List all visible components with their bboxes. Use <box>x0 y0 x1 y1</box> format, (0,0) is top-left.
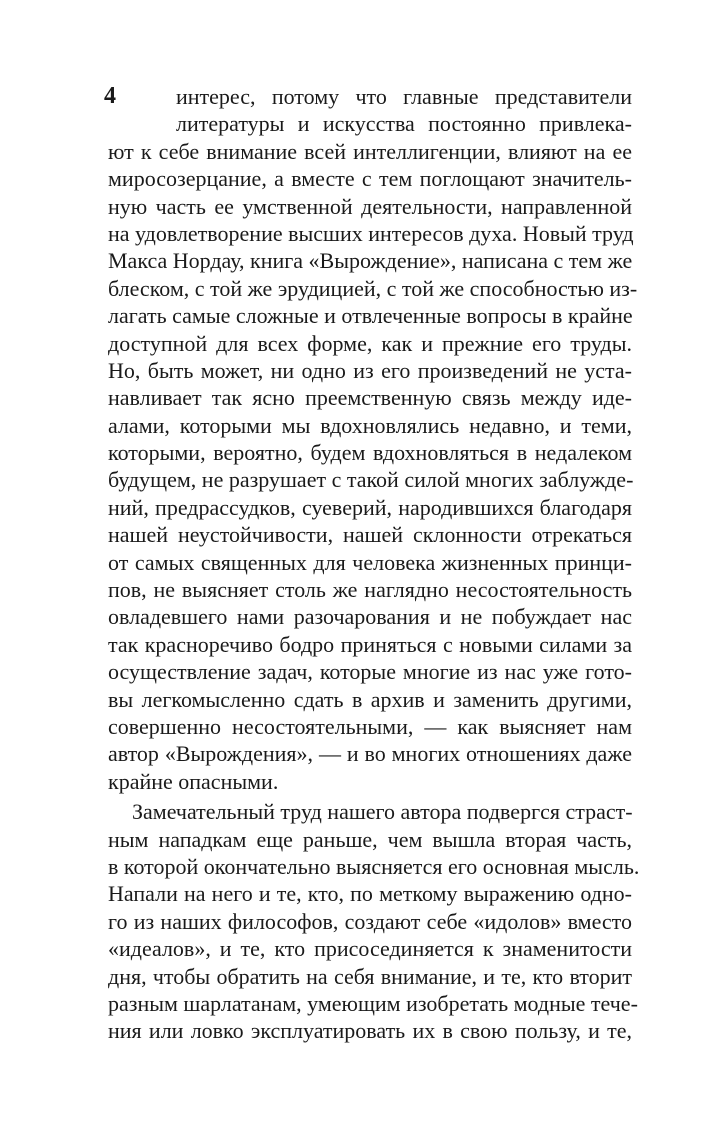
text-line: овладевшего нами разочарования и не побуждает нас <box>108 604 632 630</box>
text-line: навливает так ясно преемственную связь между иде- <box>108 385 632 411</box>
text-line: ний, предрассудков, суеверий, народившихся благодаря <box>108 494 632 520</box>
text-line: совершенно несостоятельными, — как выясняет нам <box>108 713 632 739</box>
text-line: от самых священных для человека жизненных принци- <box>108 549 632 575</box>
text-line: в которой окончательно выясняется его основная мысль. <box>108 853 640 879</box>
text-line: ную часть ее умственной деятельности, направленной <box>108 193 632 219</box>
page-number: 4 <box>104 83 116 109</box>
text-line: пов, не выясняет столь же наглядно несостоятельность <box>108 577 632 603</box>
body-text <box>108 83 640 1045</box>
text-line: блеском, с той же эрудицией, с той же способностью из- <box>108 275 638 301</box>
text-line: лагать самые сложные и отвлеченные вопросы в крайне <box>108 303 633 329</box>
text-line: на удовлетворение высших интересов духа. Новый труд <box>108 220 634 246</box>
text-line: Но, быть может, ни одно из его произведений не уста- <box>108 357 632 383</box>
text-line: вы легкомысленно сдать в архив и заменить другими, <box>108 686 632 712</box>
text-line: доступной для всех форме, как и прежние его труды. <box>108 330 632 356</box>
text-line: осуществление задач, которые многие из нас уже гото- <box>108 659 632 685</box>
text-line: так красноречиво бодро приняться с новыми силами за <box>108 631 632 657</box>
text-line: Замечательный труд нашего автора подвергся страст- <box>132 799 633 825</box>
text-line: алами, которыми мы вдохновлялись недавно, и теми, <box>108 412 632 438</box>
text-line: ют к себе внимание всей интеллигенции, влияют на ее <box>108 138 632 164</box>
text-line: разным шарлатанам, умеющим изобретать модные тече- <box>108 990 638 1016</box>
text-line: «идеалов», и те, кто присосединяется к знаменитости <box>108 936 632 962</box>
text-line: го из наших философов, создают себе «идолов» вместо <box>108 908 632 934</box>
text-line: литературы и искусства постоянно привлека- <box>176 111 632 137</box>
text-line: нашей неустойчивости, нашей склонности отрекаться <box>108 522 632 548</box>
text-line: Макса Нордау, книга «Вырождение», написана с тем же <box>108 248 633 274</box>
text-line: Напали на него и те, кто, по меткому выражению одно- <box>108 881 632 907</box>
text-line: крайне опасными. <box>108 768 279 794</box>
text-line: будущем, не разрушает с такой силой многих заблужде- <box>108 467 634 493</box>
text-line: которыми, вероятно, будем вдохновляться в недалеком <box>108 440 632 466</box>
text-line: дня, чтобы обратить на себя внимание, и те, кто вторит <box>108 963 632 989</box>
text-line: ния или ловко эксплуатировать их в свою пользу, и те, <box>108 1018 632 1044</box>
text-line: миросозерцание, а вместе с тем поглощают значитель- <box>108 166 632 192</box>
text-line: ным нападкам еще раньше, чем вышла вторая часть, <box>108 826 632 852</box>
text-line: автор «Вырождения», — и во многих отношениях даже <box>108 741 632 767</box>
text-line: интерес, потому что главные представители <box>176 84 632 109</box>
